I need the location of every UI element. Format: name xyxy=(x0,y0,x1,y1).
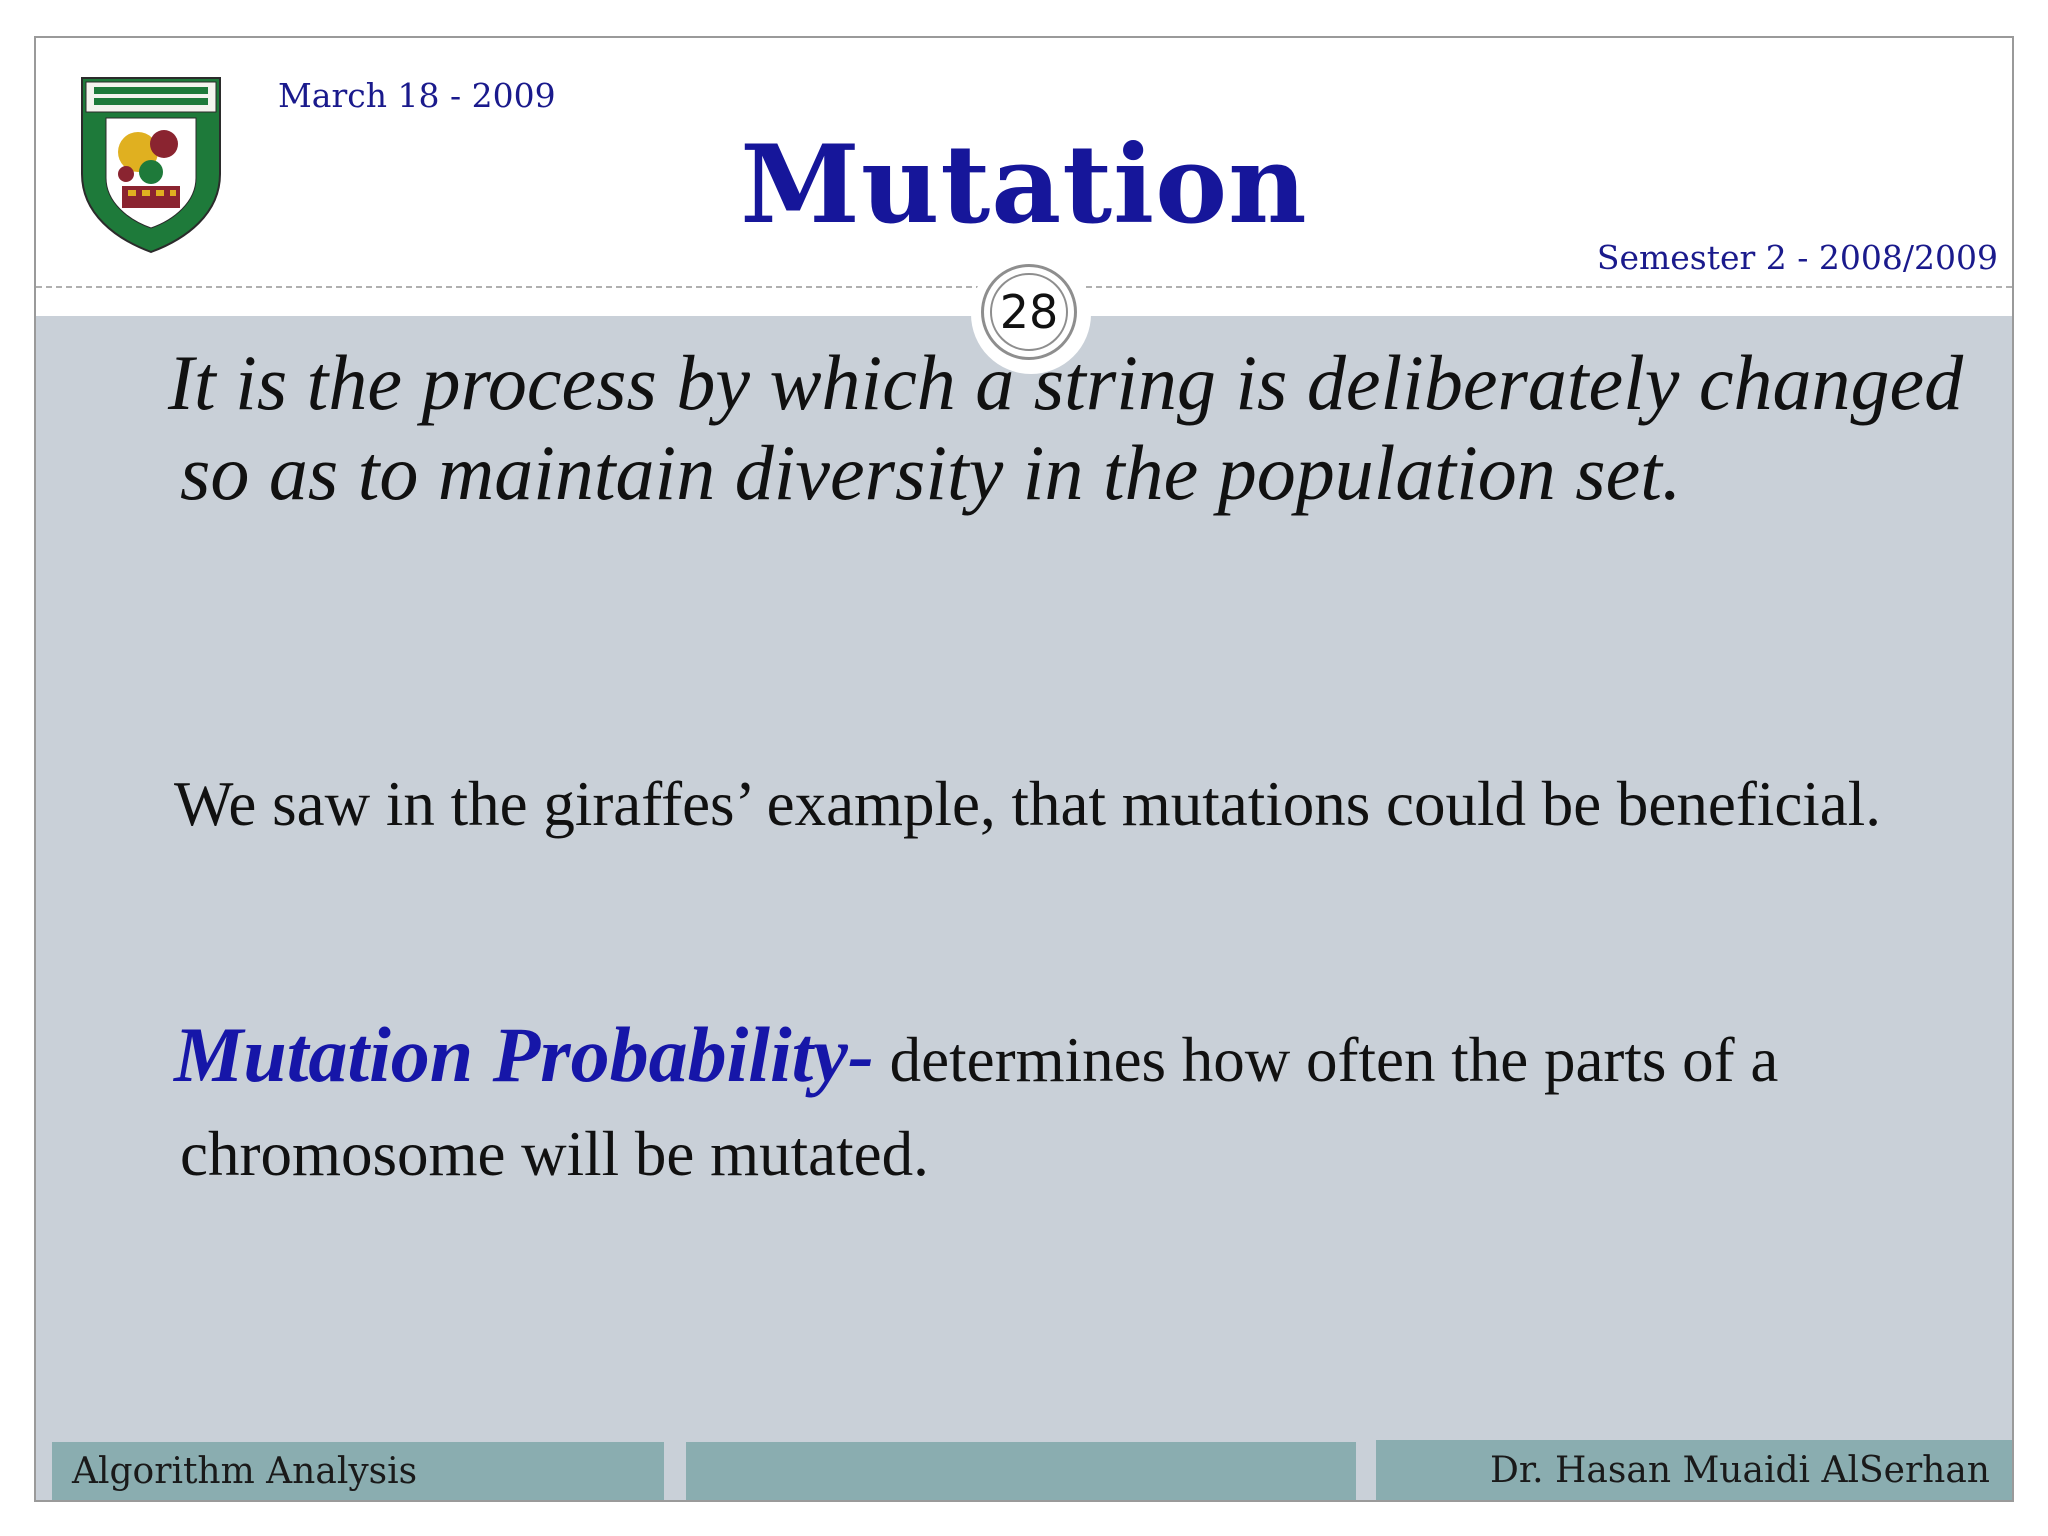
definition-text: It is the process by which a string is deliberately changed so as to maintain diversity in the population set. xyxy=(168,339,1964,516)
footer-middle xyxy=(686,1442,1356,1500)
probability-paragraph xyxy=(174,1008,1960,1201)
probability-term: Mutation Probability- xyxy=(174,1011,874,1098)
footer-author xyxy=(1376,1440,2014,1500)
slide xyxy=(34,36,2014,1502)
slide-title: Mutation xyxy=(740,122,1308,248)
slide-date: March 18 - 2009 xyxy=(278,76,556,115)
footer-course xyxy=(52,1442,664,1500)
probability-description: determines how often the parts of a chromosome will be mutated. xyxy=(180,1025,1779,1189)
semester-label: Semester 2 - 2008/2009 xyxy=(1596,238,1998,277)
example-text: We saw in the giraffes’ example, that mutations could be beneficial. xyxy=(174,769,1881,839)
page-number: 28 xyxy=(990,273,1068,351)
footer-author-label: Dr. Hasan Muaidi AlSerhan xyxy=(1490,1449,1990,1491)
footer-course-label: Algorithm Analysis xyxy=(72,1450,418,1492)
